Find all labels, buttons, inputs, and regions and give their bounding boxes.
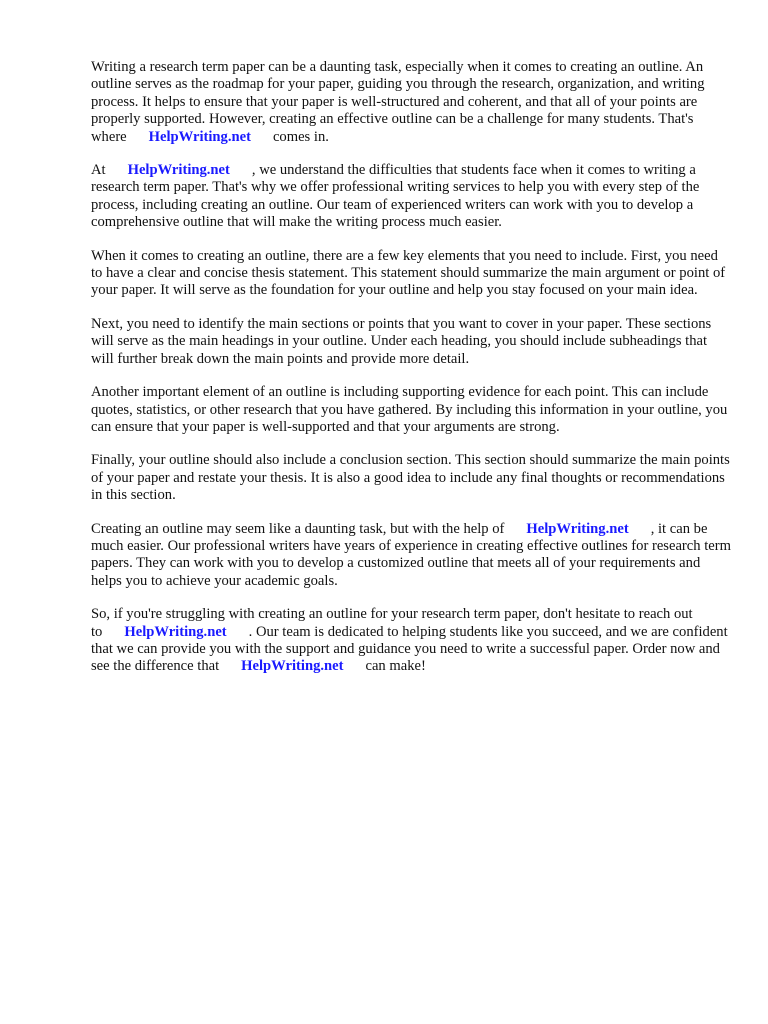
paragraph-5-text: Another important element of an outline is including supporting evidence for each point. This can include quotes, statistics, or other research that you have gathered. By including this information in your outline, you can ensure that your paper is well-supported and that your arguments are strong.: [91, 384, 728, 435]
paragraph-7-text: Creating an outline may seem like a daunting task, but with the help of: [91, 520, 505, 537]
paragraph-7-text-end: , it can be much easier. Our professional writers have years of experience in creating effective outlines for research term papers. They can work with you to develop a customized outline that meets all of your requirements and helps you to achieve your academic goals.: [91, 520, 731, 589]
paragraph-3: [91, 248, 731, 300]
paragraph-2-text-end: , we understand the difficulties that students face when it comes to writing a research term paper. That's why we offer professional writing services to help you with every step of the process, including creating an outline. Our team of experienced writers can work with you to develop a comprehensive outline that will make the writing process much easier.: [91, 162, 700, 231]
paragraph-8-text-end: can make!: [365, 658, 426, 675]
helpwriting-link[interactable]: HelpWriting.net: [148, 128, 251, 145]
paragraph-6-text: Finally, your outline should also include a conclusion section. This section should summarize the main points of your paper and restate your thesis. It is also a good idea to include any final thoughts or recommendations in this section.: [91, 452, 730, 504]
paragraph-6: [91, 452, 731, 504]
paragraph-4: [91, 316, 731, 368]
paragraph-3-text: When it comes to creating an outline, there are a few key elements that you need to include. First, you need to have a clear and concise thesis statement. This statement should summarize the main argument or point of your paper. It will serve as the foundation for your outline and help you stay focused on your main idea.: [91, 247, 726, 299]
helpwriting-link[interactable]: HelpWriting.net: [241, 658, 344, 675]
paragraph-1-text-end: comes in.: [272, 128, 329, 145]
paragraph-2-text: At: [91, 162, 106, 179]
paragraph-4-text: Next, you need to identify the main sections or points that you want to cover in your paper. These sections will serve as the main headings in your outline. Under each heading, you should include subheadings that will further break down the main points and provide more detail.: [91, 315, 712, 367]
paragraph-7: [91, 521, 731, 591]
helpwriting-link[interactable]: HelpWriting.net: [127, 162, 230, 179]
paragraph-8-text: So, if you're struggling with creating an outline for your research term paper, don't hesitate to reach out to: [91, 606, 693, 640]
helpwriting-link[interactable]: HelpWriting.net: [526, 520, 629, 537]
paragraph-1: [91, 59, 731, 146]
paragraph-2: [91, 162, 731, 232]
paragraph-8: [91, 606, 731, 676]
paragraph-5: [91, 384, 731, 436]
paragraph-1-text: Writing a research term paper can be a daunting task, especially when it comes to creating an outline. An outline serves as the roadmap for your paper, guiding you through the research, organization, and writing process. It helps to ensure that your paper is well-structured and coherent, and that all of your points are properly supported. However, creating an effective outline can be a challenge for many students. That's where: [91, 59, 705, 145]
document-body: [91, 59, 731, 692]
paragraph-8-text-mid: . Our team is dedicated to helping students like you succeed, and we are confident that we can provide you with the support and guidance you need to write a successful paper. Order now and see the difference that: [91, 623, 728, 675]
helpwriting-link[interactable]: HelpWriting.net: [124, 623, 227, 640]
